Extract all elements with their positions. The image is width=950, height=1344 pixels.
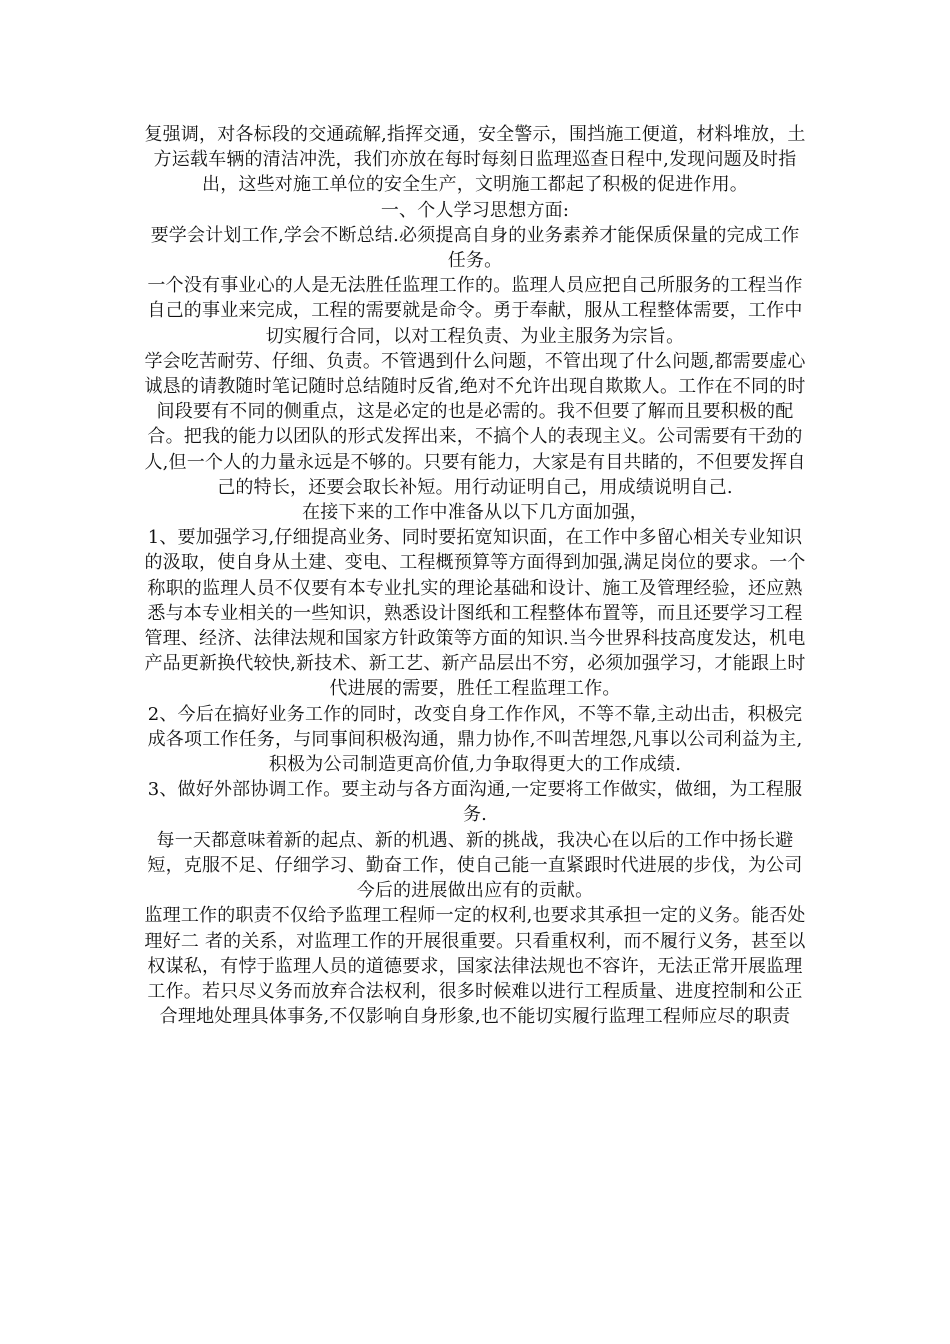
list-item-2: 2、今后在搞好业务工作的同时，改变自身工作作风，不等不靠,主动出击，积极完成各项工作任务，与同事间积极沟通，鼎力协作,不叫苦埋怨,凡事以公司利益为主,积极为公司制造更高价值,力争取得更大的工作成绩. bbox=[147, 703, 803, 776]
section-heading: 一、个人学习思想方面: bbox=[380, 199, 570, 221]
paragraph-duties: 监理工作的职责不仅给予监理工程师一定的权利,也要求其承担一定的义务。能否处理好二 者的关系，对监理工作的开展很重要。只看重权利，而不履行义务，甚至以权谋私，有悖于监理人员的道德要求，国家法律法规也不容许，无法正常开展监理工作。若只尽义务而放弃合法权利，很多时候难以进行工程质量、进度控制和公正合理地处理具体事务,不仅影响自身形象,也不能切实履行监理工程师应尽的职责 bbox=[144, 905, 806, 1028]
list-item-1: 1、要加强学习,仔细提高业务、同时要拓宽知识面，在工作中多留心相关专业知识的汲取，使自身从土建、变电、工程概预算等方面得到加强,满足岗位的要求。一个称职的监理人员不仅要有本专业扎实的理论基础和设计、施工及管理经验，还应熟悉与本专业相关的一些知识，熟悉设计图纸和工程整体布置等，而且还要学习工程管理、经济、法律法规和国家方针政策等方面的知识.当今世界科技高度发达，机电产品更新换代较快,新技术、新工艺、新产品层出不穷，必须加强学习，才能跟上时代进展的需要，胜任工程监理工作。 bbox=[144, 527, 806, 700]
list-item-3: 3、做好外部协调工作。要主动与各方面沟通,一定要将工作做实，做细，为工程服务. bbox=[147, 779, 803, 826]
document-body bbox=[143, 122, 807, 1029]
paragraph-intro: 复强调，对各标段的交通疏解,指挥交通，安全警示，围挡施工便道，材料堆放，土方运载车辆的清洁冲洗，我们亦放在每时每刻日监理巡查日程中,发现问题及时指出，这些对施工单位的安全生产，文明施工都起了积极的促进作用。 bbox=[144, 124, 806, 196]
paragraph-resolution: 每一天都意味着新的起点、新的机遇、新的挑战，我决心在以后的工作中扬长避短，克服不足、仔细学习、勤奋工作，使自己能一直紧跟时代进展的步伐，为公司今后的进展做出应有的贡献。 bbox=[147, 829, 803, 902]
paragraph-plan-intro: 在接下来的工作中准备从以下几方面加强， bbox=[302, 502, 648, 524]
paragraph-dedication: 一个没有事业心的人是无法胜任监理工作的。监理人员应把自己所服务的工程当作自己的事业来完成，工程的需要就是命令。勇于奉献，服从工程整体需要，工作中切实履行合同，以对工程负责、为业主服务为宗旨。 bbox=[147, 275, 803, 347]
paragraph-hard-work: 学会吃苦耐劳、仔细、负责。不管遇到什么问题，不管出现了什么问题,都需要虚心诚恳的请教随时笔记随时总结随时反省,绝对不允许出现自欺欺人。工作在不同的时间段要有不同的侧重点，这是必定的也是必需的。我不但要了解而且要积极的配合。把我的能力以团队的形式发挥出来，不搞个人的表现主义。公司需要有干劲的人,但一个人的力量永远是不够的。只要有能力，大家是有目共睹的，不但要发挥自己的特长，还要会取长补短。用行动证明自己，用成绩说明自己. bbox=[144, 350, 806, 498]
paragraph-planning: 要学会计划工作,学会不断总结.必须提高自身的业务素养才能保质保量的完成工作任务。 bbox=[150, 224, 800, 272]
